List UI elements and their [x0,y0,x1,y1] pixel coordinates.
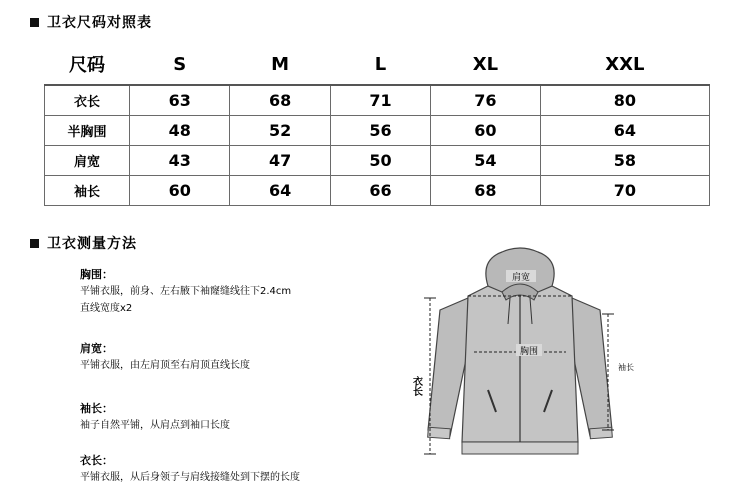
method-label: 袖长： [80,402,113,415]
row-label: 袖长 [45,176,130,206]
table-cell: 58 [540,146,709,176]
length-label: 衣长 [410,376,422,396]
method-text: 袖子自然平铺，从肩点到袖口长度 [80,420,230,431]
table-cell: 64 [230,176,330,206]
right-cuff [590,427,613,439]
size-chart-heading [30,12,152,32]
table-cell: 54 [431,146,540,176]
left-cuff [428,427,451,439]
sleeve-method [80,400,230,434]
left-sleeve [428,298,468,436]
square-bullet-icon [30,18,39,27]
table-cell: 80 [540,85,709,116]
size-corner-label: 尺码 [45,44,130,85]
table-cell: 71 [330,85,430,116]
measure-method-title: 卫衣测量方法 [47,236,137,252]
table-row [45,116,710,146]
square-bullet-icon [30,239,39,248]
table-cell: 48 [130,116,230,146]
table-cell: 64 [540,116,709,146]
method-text: 平铺衣服，从后身领子与肩线接缝处到下摆的长度 [80,472,300,483]
size-header-xl: XL [431,44,540,85]
table-row [45,146,710,176]
size-chart-title: 卫衣尺码对照表 [47,15,152,31]
table-cell: 68 [230,85,330,116]
table-cell: 63 [130,85,230,116]
size-table [44,44,710,206]
right-sleeve [572,298,612,436]
hoodie-diagram [410,240,640,470]
table-row [45,85,710,116]
size-header-xxl: XXL [540,44,709,85]
method-text: 平铺衣服，由左肩顶至右肩顶直线长度 [80,360,250,371]
table-cell: 68 [431,176,540,206]
table-cell: 47 [230,146,330,176]
table-cell: 66 [330,176,430,206]
shoulder-method [80,340,250,374]
method-label: 衣长： [80,454,113,467]
table-cell: 43 [130,146,230,176]
table-cell: 60 [431,116,540,146]
waistband [462,442,578,454]
table-cell: 52 [230,116,330,146]
method-label: 胸围： [80,268,113,281]
size-header-l: L [330,44,430,85]
table-cell: 60 [130,176,230,206]
shoulder-label: 肩宽 [511,273,531,283]
table-cell: 76 [431,85,540,116]
chest-label: 胸围 [519,347,539,357]
table-cell: 50 [330,146,430,176]
row-label: 肩宽 [45,146,130,176]
size-table-header [45,44,710,85]
table-row [45,176,710,206]
table-cell: 70 [540,176,709,206]
measure-method-heading [30,233,137,253]
length-method [80,452,300,486]
sleeve-label: 袖长 [618,363,634,372]
method-label: 肩宽： [80,342,113,355]
method-text: 平铺衣服，前身、左右腋下袖窿缝线往下2.4cm [80,286,292,297]
row-label: 衣长 [45,85,130,116]
row-label: 半胸围 [45,116,130,146]
method-text: 直线宽度x2 [80,303,133,314]
size-header-m: M [230,44,330,85]
table-cell: 56 [330,116,430,146]
size-header-s: S [130,44,230,85]
chest-method [80,266,291,317]
